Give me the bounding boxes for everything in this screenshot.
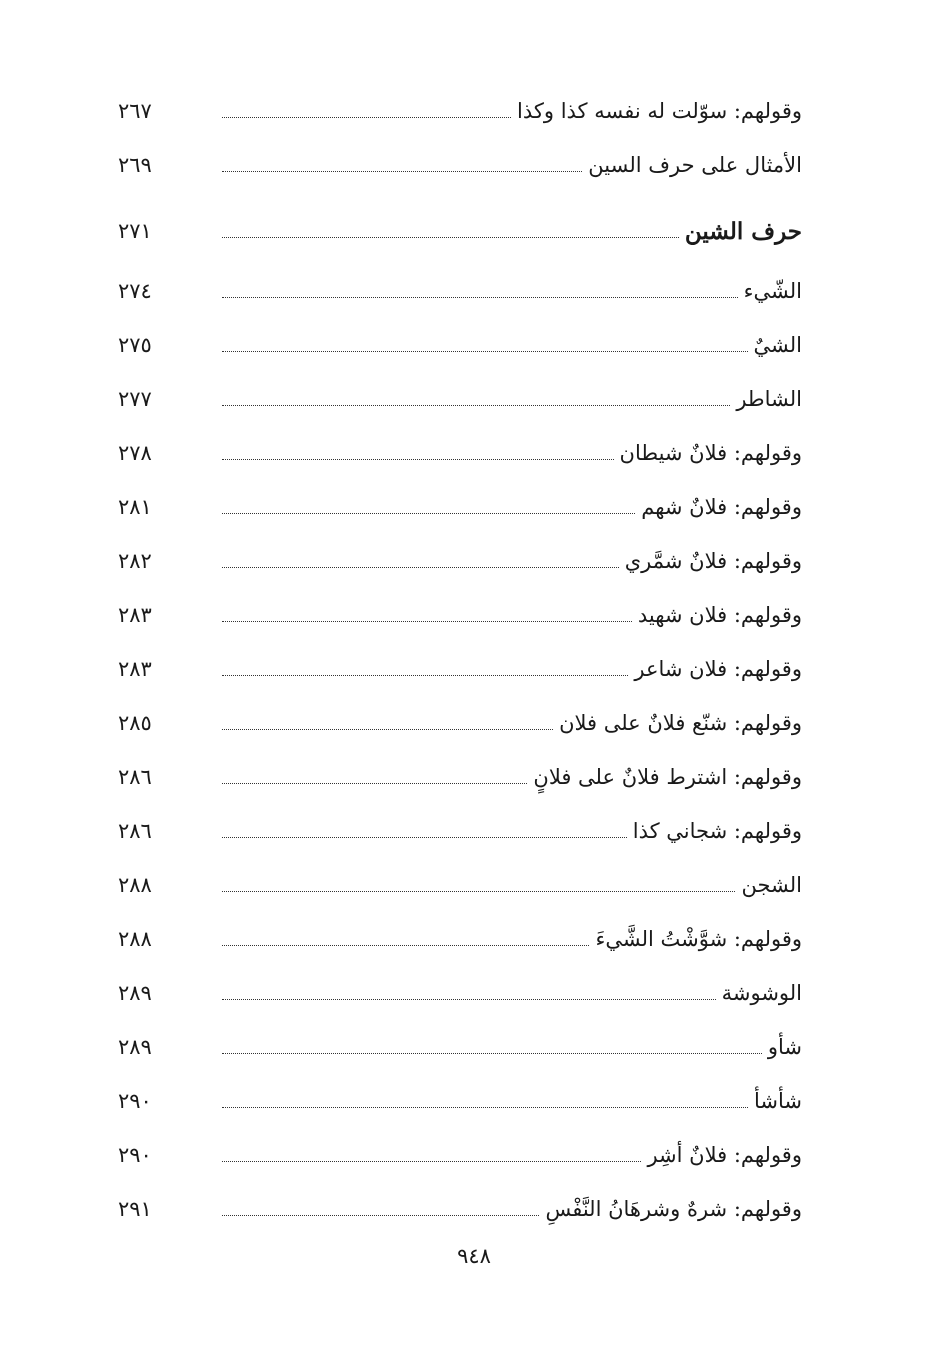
toc-entry <box>118 588 802 642</box>
toc-entry-title: وقولهم: فلان شاعر <box>634 656 802 681</box>
toc-entry-page: ٢٨٩ <box>118 1035 152 1059</box>
toc-entry <box>118 1128 802 1182</box>
toc-entry-page: ٢٨٦ <box>118 765 152 789</box>
toc-entry-title: الشجن <box>741 872 802 897</box>
dot-leader <box>222 117 511 118</box>
dot-leader <box>222 1053 762 1054</box>
dot-leader <box>222 1107 748 1108</box>
dot-leader <box>222 945 589 946</box>
toc-entry-page: ٢٩٠ <box>118 1143 152 1167</box>
dot-leader <box>222 891 735 892</box>
toc-entry <box>118 318 802 372</box>
toc-entry-title: الشاطر <box>736 386 802 411</box>
toc-entry-page: ٢٦٧ <box>118 99 152 123</box>
toc-entry-title: وقولهم: شجاني كذا <box>632 818 802 843</box>
toc-entry-title: وقولهم: شرهٌ وشرهَانُ النَّفْسِ <box>545 1196 802 1221</box>
toc-entry-page: ٢٨٣ <box>118 603 152 627</box>
page-number: ٩٤٨ <box>457 1244 491 1268</box>
toc-entry-page: ٢٩٠ <box>118 1089 152 1113</box>
toc-entry-title: وقولهم: فلانٌ شمَّري <box>624 548 802 573</box>
dot-leader <box>222 513 635 514</box>
dot-leader <box>222 405 730 406</box>
toc-entry <box>118 1182 802 1236</box>
dot-leader <box>222 783 527 784</box>
dot-leader <box>222 171 582 172</box>
dot-leader <box>222 999 716 1000</box>
toc-entry <box>118 84 802 138</box>
toc-entry-title: الشّيء <box>743 278 802 303</box>
toc-entry-page: ٢٨١ <box>118 495 152 519</box>
dot-leader <box>222 837 627 838</box>
toc-entry-page: ٢٨٩ <box>118 981 152 1005</box>
toc-entry <box>118 696 802 750</box>
section-heading-title: حرف الشين <box>684 217 802 245</box>
dot-leader <box>222 621 632 622</box>
toc-entry-title: وقولهم: فلانٌ شيطان <box>619 440 802 465</box>
toc-entry <box>118 372 802 426</box>
toc-entry-page: ٢٨٣ <box>118 657 152 681</box>
toc-entry <box>118 1020 802 1074</box>
toc-entry-title: وقولهم: سوّلت له نفسه كذا وكذا <box>517 98 802 123</box>
toc-entry-title: شأو <box>767 1034 802 1059</box>
toc-entry <box>118 138 802 192</box>
toc-entry-title: وقولهم: شوَّشْتُ الشَّيءَ <box>595 926 802 951</box>
toc-entry-title: الأمثال على حرف السين <box>588 152 802 177</box>
toc-entry-title: وقولهم: فلان شهيد <box>637 602 802 627</box>
toc-section-heading <box>118 204 802 258</box>
toc-entry-page: ٢٨٨ <box>118 873 152 897</box>
toc-entry-title: الوشوشة <box>721 980 802 1005</box>
toc-entry-page: ٢٧١ <box>118 219 152 243</box>
dot-leader <box>222 729 553 730</box>
toc-entry-page: ٢٨٥ <box>118 711 152 735</box>
dot-leader <box>222 351 748 352</box>
toc-entry-page: ٢٨٨ <box>118 927 152 951</box>
dot-leader <box>222 675 628 676</box>
toc-entry <box>118 912 802 966</box>
toc-entry-title: وقولهم: اشترط فلانٌ على فلانٍ <box>533 764 802 789</box>
toc-entry-title: وقولهم: شنّع فلانٌ على فلان <box>559 710 802 735</box>
toc-entry <box>118 966 802 1020</box>
toc-entry <box>118 534 802 588</box>
toc-entry-page: ٢٧٤ <box>118 279 152 303</box>
dot-leader <box>222 567 619 568</box>
toc-entry <box>118 426 802 480</box>
toc-entry <box>118 804 802 858</box>
toc-entry <box>118 264 802 318</box>
dot-leader <box>222 1215 539 1216</box>
toc-entry-page: ٢٨٢ <box>118 549 152 573</box>
dot-leader <box>222 297 738 298</box>
toc-entry <box>118 750 802 804</box>
toc-entry-page: ٢٦٩ <box>118 153 152 177</box>
toc-entry-title: شأشأ <box>754 1088 802 1113</box>
toc-entry <box>118 480 802 534</box>
toc-entry-page: ٢٧٧ <box>118 387 152 411</box>
toc-entry-page: ٢٧٥ <box>118 333 152 357</box>
toc-entry-page: ٢٩١ <box>118 1197 152 1221</box>
toc-entry-title: الشيٌ <box>753 332 802 357</box>
toc-entry-page: ٢٧٨ <box>118 441 152 465</box>
toc-entry-page: ٢٨٦ <box>118 819 152 843</box>
dot-leader <box>222 1161 641 1162</box>
toc-entry-title: وقولهم: فلانٌ شهم <box>641 494 802 519</box>
table-of-contents <box>0 84 948 1234</box>
toc-entry <box>118 642 802 696</box>
toc-entry <box>118 858 802 912</box>
dot-leader <box>222 237 679 238</box>
toc-entry <box>118 1074 802 1128</box>
toc-entry-title: وقولهم: فلانٌ أشِر <box>647 1142 802 1167</box>
dot-leader <box>222 459 614 460</box>
